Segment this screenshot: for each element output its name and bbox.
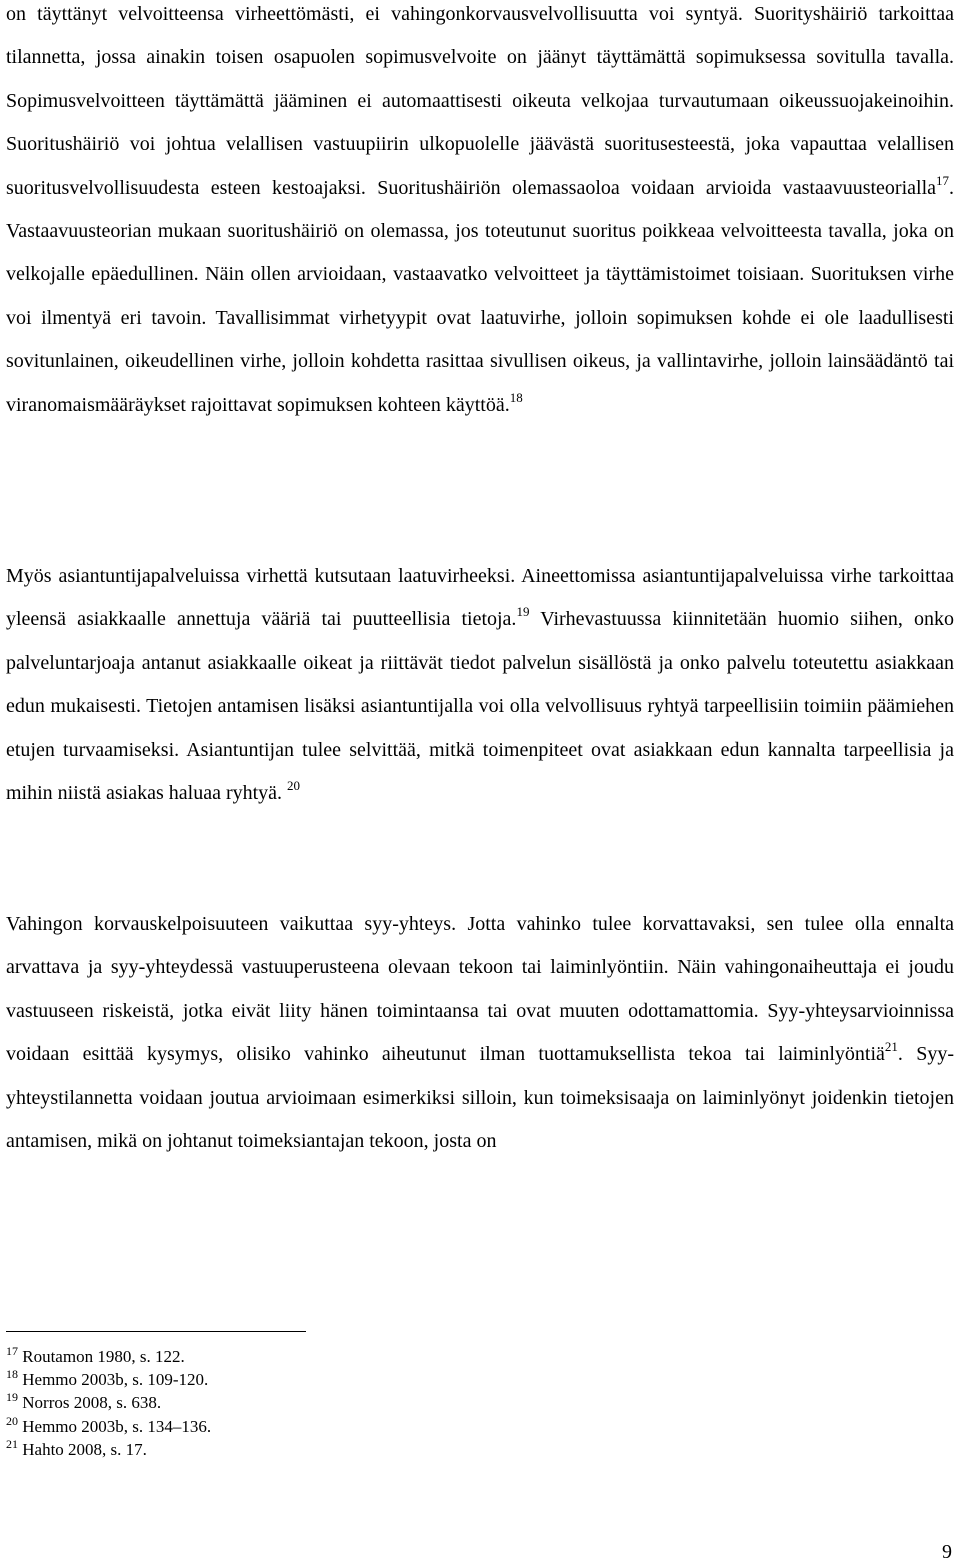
footnote-text: Norros 2008, s. 638. — [18, 1393, 162, 1413]
footnote-17 — [6, 1345, 606, 1368]
footnote-separator — [6, 1331, 306, 1332]
footnote-ref-20[interactable]: 20 — [287, 778, 301, 794]
footnote-text: Hemmo 2003b, s. 134–136. — [18, 1416, 212, 1436]
page-number: 9 — [942, 1541, 952, 1563]
paragraph-3 — [6, 903, 954, 1163]
p1-text-2: . Vastaavuusteorian mukaan suoritushäiriö on olemassa, jos toteutunut suoritus poikkeaa velvoitteesta tavalla, joka on velkojalle epäedullinen. Näin ollen arvioidaan, vastaavatko velvoitteet ja täyttämistoimet toisiaan. Suorituksen virhe voi ilmentyä eri tavoin. Tavallisimmat virhetyypit ovat laatuvirhe, jolloin sopimuksen kohde ei ole laadullisesti sovitunlainen, oikeudellinen virhe, jolloin kohdetta rasittaa sivullisen oikeus, ja vallintavirhe, jolloin lainsäädäntö tai viranomaismääräykset rajoittavat sopimuksen kohteen käyttöä. — [6, 176, 954, 416]
footnote-number: 20 — [6, 1413, 18, 1428]
footnote-text: Routamon 1980, s. 122. — [18, 1347, 185, 1366]
footnote-text: Hemmo 2003b, s. 109-120. — [18, 1370, 209, 1390]
footnote-number: 19 — [6, 1390, 18, 1405]
footnote-21 — [6, 1438, 606, 1461]
p3-text-1: Vahingon korvauskelpoisuuteen vaikuttaa syy-yhteys. Jotta vahinko tulee korvattavaksi, sen tulee olla ennalta arvattava ja syy-yhteydessä vastuuperusteena olevaan tekoon tai laiminlyöntiin. Näin vahingonaiheuttaja ei joudu vastuuseen riskeistä, jotka eivät liity hänen toimintaansa tai ovat muuten odottamattomia. Syy-yhteysarvioinnissa voidaan esittää kysymys, olisiko vahinko aiheutunut ilman tuottamuksellista tekoa tai laiminlyöntiä — [6, 913, 954, 1066]
footnote-19 — [6, 1391, 606, 1414]
footnote-ref-19[interactable]: 19 — [516, 604, 530, 620]
footnote-18 — [6, 1368, 606, 1391]
footnote-20 — [6, 1415, 606, 1438]
p2-text-2: Virhevastuussa kiinnitetään huomio siihen, onko palveluntarjoaja antanut asiakkaalle oikeat ja riittävät tiedot palvelun sisällöstä ja onko palvelu toteutettu asiakkaan edun mukaisesti. Tietojen antamisen lisäksi asiantuntijalla voi olla velvollisuus ryhtyä tarpeellisiin toimiin päämiehen etujen turvaamiseksi. Asiantuntijan tulee selvittää, mitkä toimenpiteet ovat asiakkaan edun kannalta tarpeellisia ja mihin niistä asiakas haluaa ryhtyä. — [6, 608, 954, 805]
paragraph-1 — [6, 0, 954, 427]
footnote-ref-17[interactable]: 17 — [936, 172, 949, 188]
footnote-number: 18 — [6, 1367, 18, 1382]
p2-text-1: Myös asiantuntijapalveluissa virhettä kutsutaan laatuvirheeksi. Aineettomissa asiantuntijapalveluissa virhe tarkoittaa yleensä asiakkaalle annettuja vääriä tai puutteellisia tietoja. — [6, 565, 954, 631]
p3-text-2: . Syy-yhteystilannetta voidaan joutua arvioimaan esimerkiksi silloin, kun toimeksisaaja on laiminlyönyt joidenkin tietojen antamisen, mikä on johtanut toimeksiantajan tekoon, josta on — [6, 1043, 954, 1153]
footnote-ref-18[interactable]: 18 — [509, 389, 523, 405]
footnote-ref-21[interactable]: 21 — [884, 1039, 898, 1055]
footnote-text: Hahto 2008, s. 17. — [18, 1439, 147, 1459]
p1-text-1: on täyttänyt velvoitteensa virheettömästi, ei vahingonkorvausvelvollisuutta voi syntyä. Suorityshäiriö tarkoittaa tilannetta, jossa ainakin toisen osapuolen sopimusvelvoite on jäänyt täyttämättä sopimuksessa sovitulla tavalla. Sopimusvelvoitteen täyttämättä jääminen ei automaattisesti oikeuta velkojaa turvautumaan oikeussuojakeinoihin. Suoritushäiriö voi johtua velallisen vastuupiirin ulkopuolelle jäävästä suoritusesteestä, joka vapauttaa velallisen suoritusvelvollisuudesta esteen kestoajaksi. Suoritushäiriön olemassaoloa voidaan arvioida vastaavuusteorialla — [6, 3, 954, 199]
footnote-list — [6, 1345, 606, 1461]
footnote-number: 21 — [6, 1436, 18, 1451]
footnote-number: 17 — [6, 1344, 18, 1358]
paragraph-2 — [6, 555, 954, 815]
